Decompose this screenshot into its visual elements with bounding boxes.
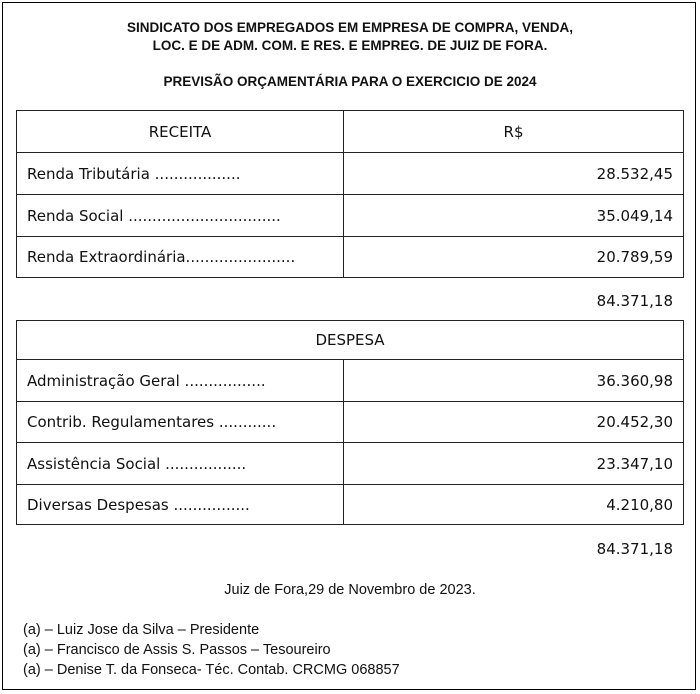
table-row: [17, 402, 684, 443]
despesa-heading: DESPESA: [17, 321, 684, 360]
despesa-label: Contrib. Regulamentares ............: [17, 402, 344, 443]
receita-value: 35.049,14: [344, 195, 684, 237]
document-title: PREVISÃO ORÇAMENTÁRIA PARA O EXERCICIO DE 2024: [163, 74, 537, 89]
despesa-total: 84.371,18: [596, 540, 673, 558]
table-row: [17, 443, 684, 485]
table-row: [17, 195, 684, 237]
table-row: [17, 485, 684, 525]
header-line-1: SINDICATO DOS EMPREGADOS EM EMPRESA DE COMPRA, VENDA,: [126, 20, 574, 35]
table-row: [17, 237, 684, 278]
despesa-value: 23.347,10: [344, 443, 684, 485]
table-row: [17, 360, 684, 402]
receita-value: 28.532,45: [344, 153, 684, 195]
despesa-label: Assistência Social .................: [17, 443, 344, 485]
table-row: [17, 153, 684, 195]
receita-total: 84.371,18: [596, 292, 673, 310]
despesa-value: 20.452,30: [344, 402, 684, 443]
place-date: Juiz de Fora,29 de Novembro de 2023.: [224, 582, 476, 598]
receita-label: Renda Extraordinária.......................: [17, 237, 344, 278]
header-line-2: LOC. E DE ADM. COM. E RES. E EMPREG. DE JUIZ DE FORA.: [152, 38, 548, 53]
receita-label: Renda Social ................................: [17, 195, 344, 237]
despesa-value: 4.210,80: [344, 485, 684, 525]
receita-header-row: [17, 111, 684, 153]
receita-value: 20.789,59: [344, 237, 684, 278]
despesa-label: Diversas Despesas ................: [17, 485, 344, 525]
signature-line: (a) – Francisco de Assis S. Passos – Tesoureiro: [23, 642, 331, 658]
despesa-header-row: [17, 321, 684, 360]
currency-heading: R$: [344, 111, 684, 153]
signature-line: (a) – Denise T. da Fonseca- Téc. Contab. CRCMG 068857: [23, 662, 400, 678]
despesa-value: 36.360,98: [344, 360, 684, 402]
receita-label: Renda Tributária ..................: [17, 153, 344, 195]
receita-heading: RECEITA: [17, 111, 344, 153]
despesa-table: [16, 320, 684, 525]
receita-table: [16, 110, 684, 278]
signature-line: (a) – Luiz Jose da Silva – Presidente: [23, 622, 260, 638]
despesa-label: Administração Geral .................: [17, 360, 344, 402]
